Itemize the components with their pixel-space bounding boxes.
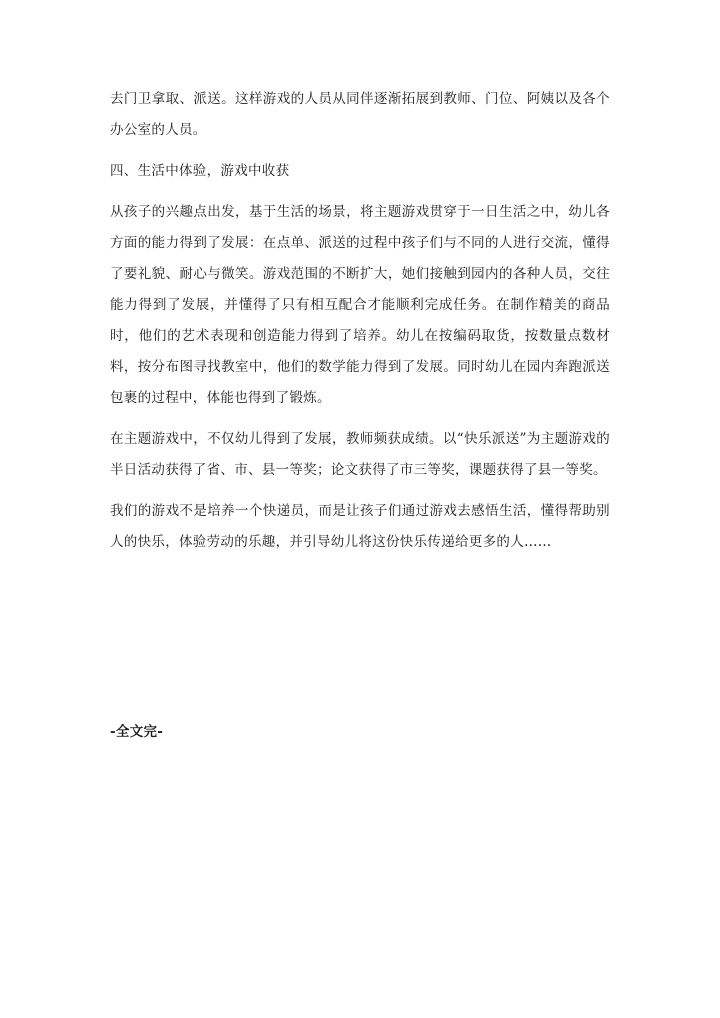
end-mark: -全文完- — [110, 724, 164, 740]
paragraph-development: 从孩子的兴趣点出发，基于生活的场景，将主题游戏贯穿于一日生活之中，幼儿各方面的能力得到了发展：在点单、派送的过程中孩子们与不同的人进行交流，懂得了要礼貌、耐心与微笑。游戏范围的不断扩大，她们接触到园内的各种人员，交往能力得到了发展，并懂得了只有相互配合才能顺利完成任务。在制作精美的商品时，他们的艺术表现和创造能力得到了培养。幼儿在按编码取货，按数量点数材料，按分布图寻找教室中，他们的数学能力得到了发展。同时幼儿在园内奔跑派送包裹的过程中，体能也得到了锻炼。 — [110, 204, 610, 406]
document-body — [110, 84, 610, 568]
section-heading: 四、生活中体验，游戏中收获 — [110, 163, 290, 179]
paragraph-continued: 去门卫拿取、派送。这样游戏的人员从同伴逐渐拓展到教师、门位、阿姨以及各个办公室的人员。 — [110, 91, 610, 138]
paragraph-conclusion: 我们的游戏不是培养一个快递员，而是让孩子们通过游戏去感悟生活，懂得帮助别人的快乐，体验劳动的乐趣，并引导幼儿将这份快乐传递给更多的人…… — [110, 503, 610, 550]
paragraph-achievements: 在主题游戏中，不仅幼儿得到了发展，教师频获成绩。以“快乐派送”为主题游戏的半日活动获得了省、市、县一等奖；论文获得了市三等奖，课题获得了县一等奖。 — [110, 431, 610, 478]
